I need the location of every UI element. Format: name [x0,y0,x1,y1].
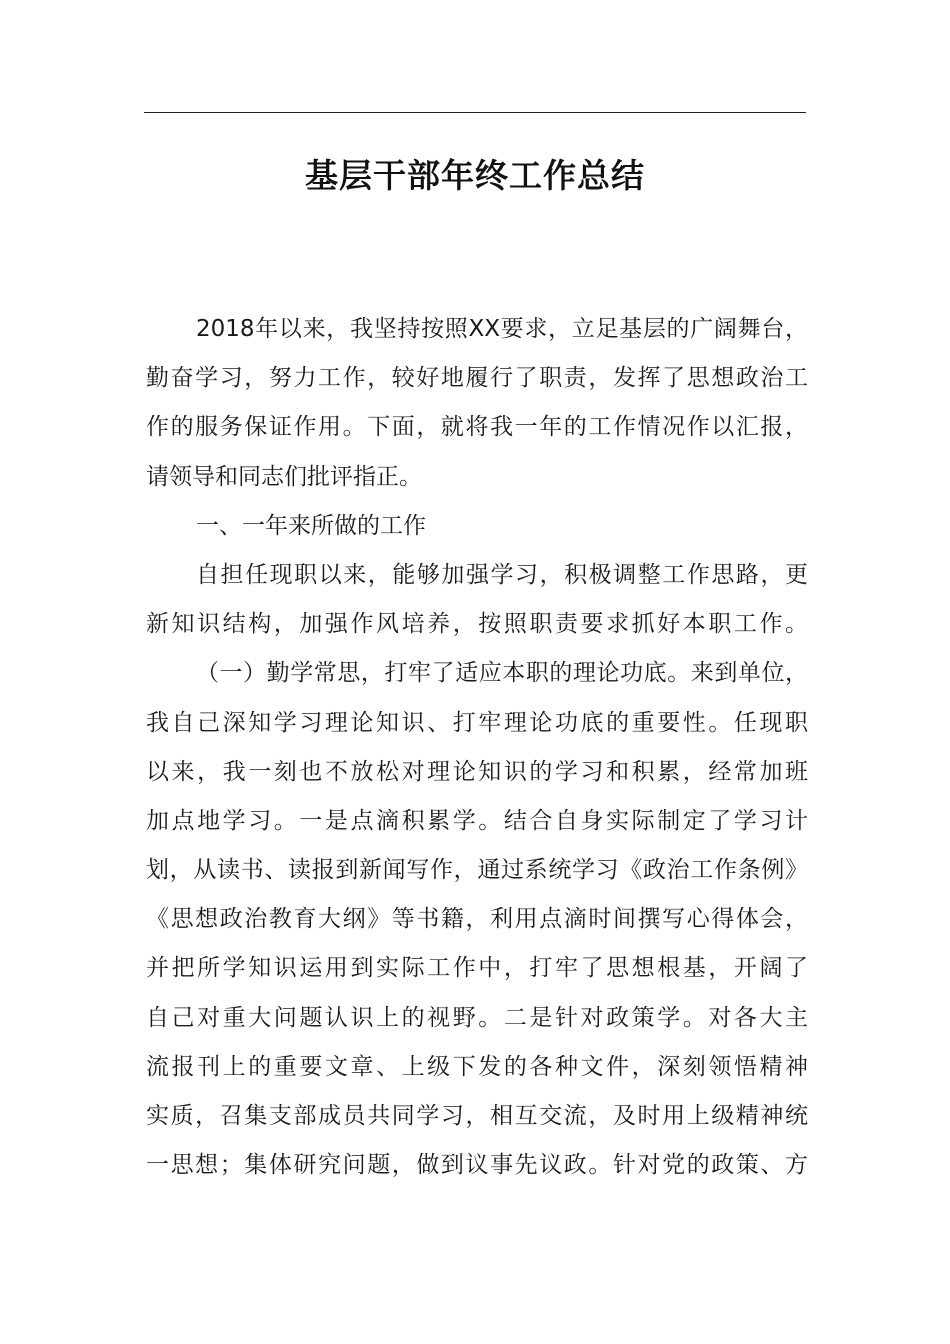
body-line: 《思想政治教育大纲》等书籍，利用点滴时间撰写心得体会， [146,906,808,933]
body-line: 我自己深知学习理论知识、打牢理论功底的重要性。任现职 [146,709,808,736]
body-line: 划，从读书、读报到新闻写作，通过系统学习《政治工作条例》 [146,857,808,884]
header-rule [144,112,806,113]
body-line: 自己对重大问题认识上的视野。二是针对政策学。对各大主 [146,1004,808,1031]
body-line: 流报刊上的重要文章、上级下发的各种文件，深刻领悟精神 [146,1053,808,1080]
body-line: 勤奋学习，努力工作，较好地履行了职责，发挥了思想政治工 [146,365,808,392]
document-body [146,305,808,1190]
body-line: 加点地学习。一是点滴积累学。结合自身实际制定了学习计 [146,807,808,834]
body-line: 作的服务保证作用。下面，就将我一年的工作情况作以汇报， [146,414,808,441]
body-line: 一思想；集体研究问题，做到议事先议政。针对党的政策、方 [146,1152,808,1179]
document-title: 基层干部年终工作总结 [305,156,645,195]
body-line: 请领导和同志们批评指正。 [146,463,422,490]
body-line: 新知识结构，加强作风培养，按照职责要求抓好本职工作。 [146,611,808,638]
body-line: （一）勤学常思，打牢了适应本职的理论功底。来到单位， [196,660,808,687]
body-line: 一、一年来所做的工作 [196,512,426,539]
body-line: 2018年以来，我坚持按照XX要求，立足基层的广阔舞台， [196,316,808,342]
body-line: 并把所学知识运用到实际工作中，打牢了思想根基，开阔了 [146,955,808,982]
body-line: 以来，我一刻也不放松对理论知识的学习和积累，经常加班 [146,758,808,785]
body-line: 实质，召集支部成员共同学习，相互交流，及时用上级精神统 [146,1103,808,1129]
body-line: 自担任现职以来，能够加强学习，积极调整工作思路，更 [196,561,808,588]
